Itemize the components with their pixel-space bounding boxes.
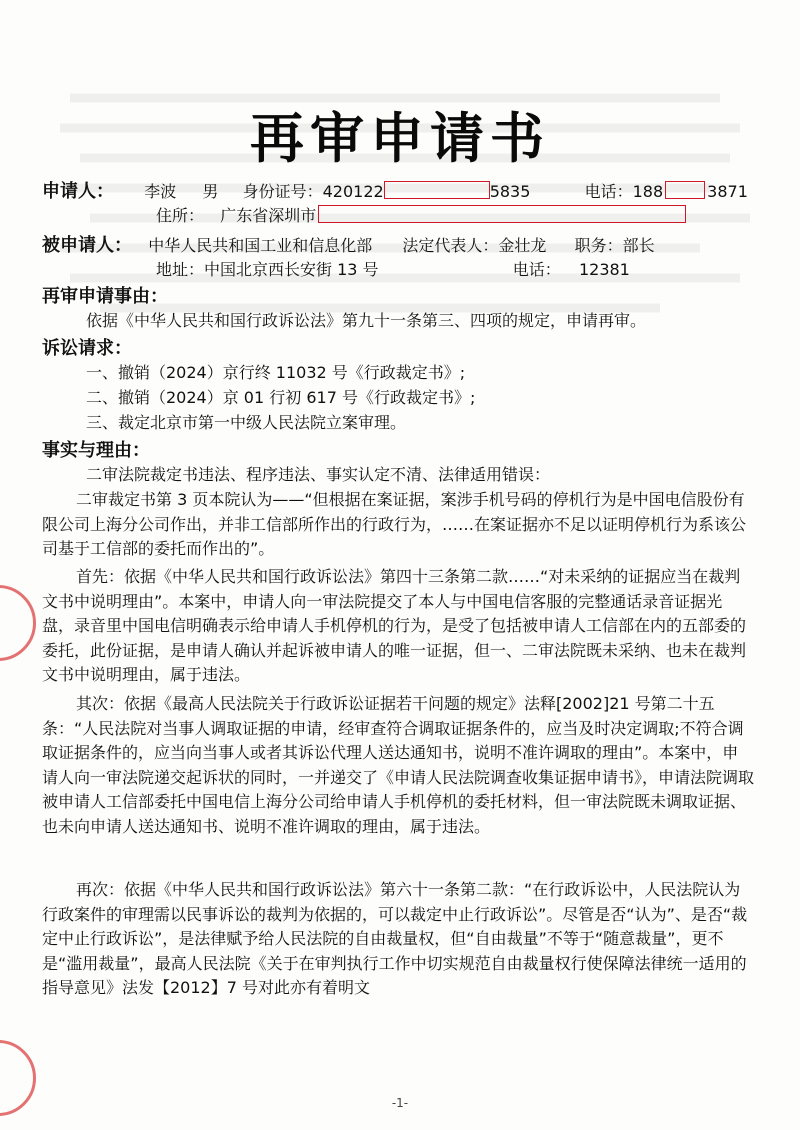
reason-heading: 再审申请事由：	[42, 286, 168, 307]
red-seal-mark	[0, 585, 36, 661]
respondent-phone-value: 12381	[578, 260, 630, 279]
claim-item: 三、裁定北京市第一中级人民法院立案审理。	[86, 413, 407, 432]
position-label: 职务：	[574, 236, 623, 255]
respondent-address-label: 地址：	[156, 260, 205, 279]
document-title: 再审申请书	[250, 107, 550, 170]
legal-rep-value: 金壮龙	[498, 236, 547, 255]
address-label: 住所：	[156, 206, 205, 225]
applicant-line	[42, 177, 748, 203]
redaction-box	[665, 181, 705, 199]
respondent-name: 中华人民共和国工业和信息化部	[148, 236, 373, 255]
phone-label: 电话：	[584, 182, 633, 201]
applicant-gender: 男	[202, 182, 219, 201]
respondent-address-line	[156, 257, 630, 280]
respondent-address-value: 中国北京西长安街 13 号	[204, 260, 379, 279]
page-number: -1-	[391, 1096, 409, 1110]
respondent-line	[42, 231, 655, 257]
applicant-name: 李波	[144, 182, 177, 201]
respondent-label: 被申请人：	[42, 235, 132, 256]
redaction-box	[318, 205, 686, 223]
facts-paragraph: 再次：依据《中华人民共和国行政诉讼法》第六十一条第二款：“在行政诉讼中，人民法院认为行政案件的审理需以民事诉讼的裁判为依据的，可以裁定中止行政诉讼”。尽管是否“认为”、是否“裁定中止行政诉讼”，是法律赋予给人民法院的自由裁量权，但“自由裁量”不等于“随意裁量”，更不是“滥用裁量”，最高人民法院《关于在审判执行工作中切实规范自由裁量权行使保障法律统一适用的指导意见》法发【2012】7 号对此亦有着明文	[42, 880, 748, 997]
phone-suffix: 3871	[707, 182, 748, 201]
facts-paragraph: 其次：依据《最高人民法院关于行政诉讼证据若干问题的规定》法释[2002]21 号第二十五条：“人民法院对当事人调取证据的申请，经审查符合调取证据条件的，应当及时决定调取;不符合调取证据条件的，应当向当事人或者其诉讼代理人送达通知书，说明不准许调取的理由”。本案中，申请人向一审法院递交起诉状的同时，一并递交了《申请人民法院调查收集证据申请书》，申请法院调取被申请人工信部委托中国电信上海分公司给申请人手机停机的委托材料，但一审法院既未调取证据、也未向申请人送达通知书、说明不准许调取的理由，属于违法。	[42, 694, 755, 836]
facts-paragraph: 二审裁定书第 3 页本院认为——“但根据在案证据，案涉手机号码的停机行为是中国电信股份有限公司上海分公司作出，并非工信部所作出的行政行为，……在案证据亦不足以证明停机行为系该公司基于工信部的委托而作出的”。	[42, 490, 747, 558]
applicant-address-line	[156, 203, 686, 226]
position-value: 部长	[622, 236, 655, 255]
claims-heading: 诉讼请求：	[42, 338, 132, 359]
applicant-label: 申请人：	[42, 181, 114, 202]
id-number-prefix: 420122	[322, 182, 384, 201]
address-value: 广东省深圳市	[220, 206, 317, 225]
claim-item: 一、撤销（2024）京行终 11032 号《行政裁定书》;	[86, 363, 466, 382]
redaction-box	[384, 181, 490, 199]
phone-prefix: 188	[632, 182, 664, 201]
reason-text: 依据《中华人民共和国行政诉讼法》第九十一条第三、四项的规定，申请再审。	[86, 311, 647, 330]
facts-heading: 事实与理由：	[42, 440, 150, 461]
id-number-suffix: 5835	[489, 182, 531, 201]
facts-paragraph: 二审法院裁定书违法、程序违法、事实认定不清、法律适用错误：	[86, 465, 551, 484]
facts-paragraph: 首先：依据《中华人民共和国行政诉讼法》第四十三条第二款……“对未采纳的证据应当在裁判文书中说明理由”。本案中，申请人向一审法院提交了本人与中国电信客服的完整通话录音证据光盘，录音里中国电信明确表示给申请人手机停机的行为，是受了包括被申请人工信部在内的五部委的委托，此份证据，是申请人确认并起诉被申请人的唯一证据，但一、二审法院既未采纳、也未在裁判文书中说明理由，属于违法。	[42, 567, 747, 684]
legal-rep-label: 法定代表人：	[402, 236, 499, 255]
respondent-phone-label: 电话：	[512, 260, 561, 279]
id-number-label: 身份证号：	[242, 182, 323, 201]
claim-item: 二、撤销（2024）京 01 行初 617 号《行政裁定书》;	[86, 388, 476, 407]
